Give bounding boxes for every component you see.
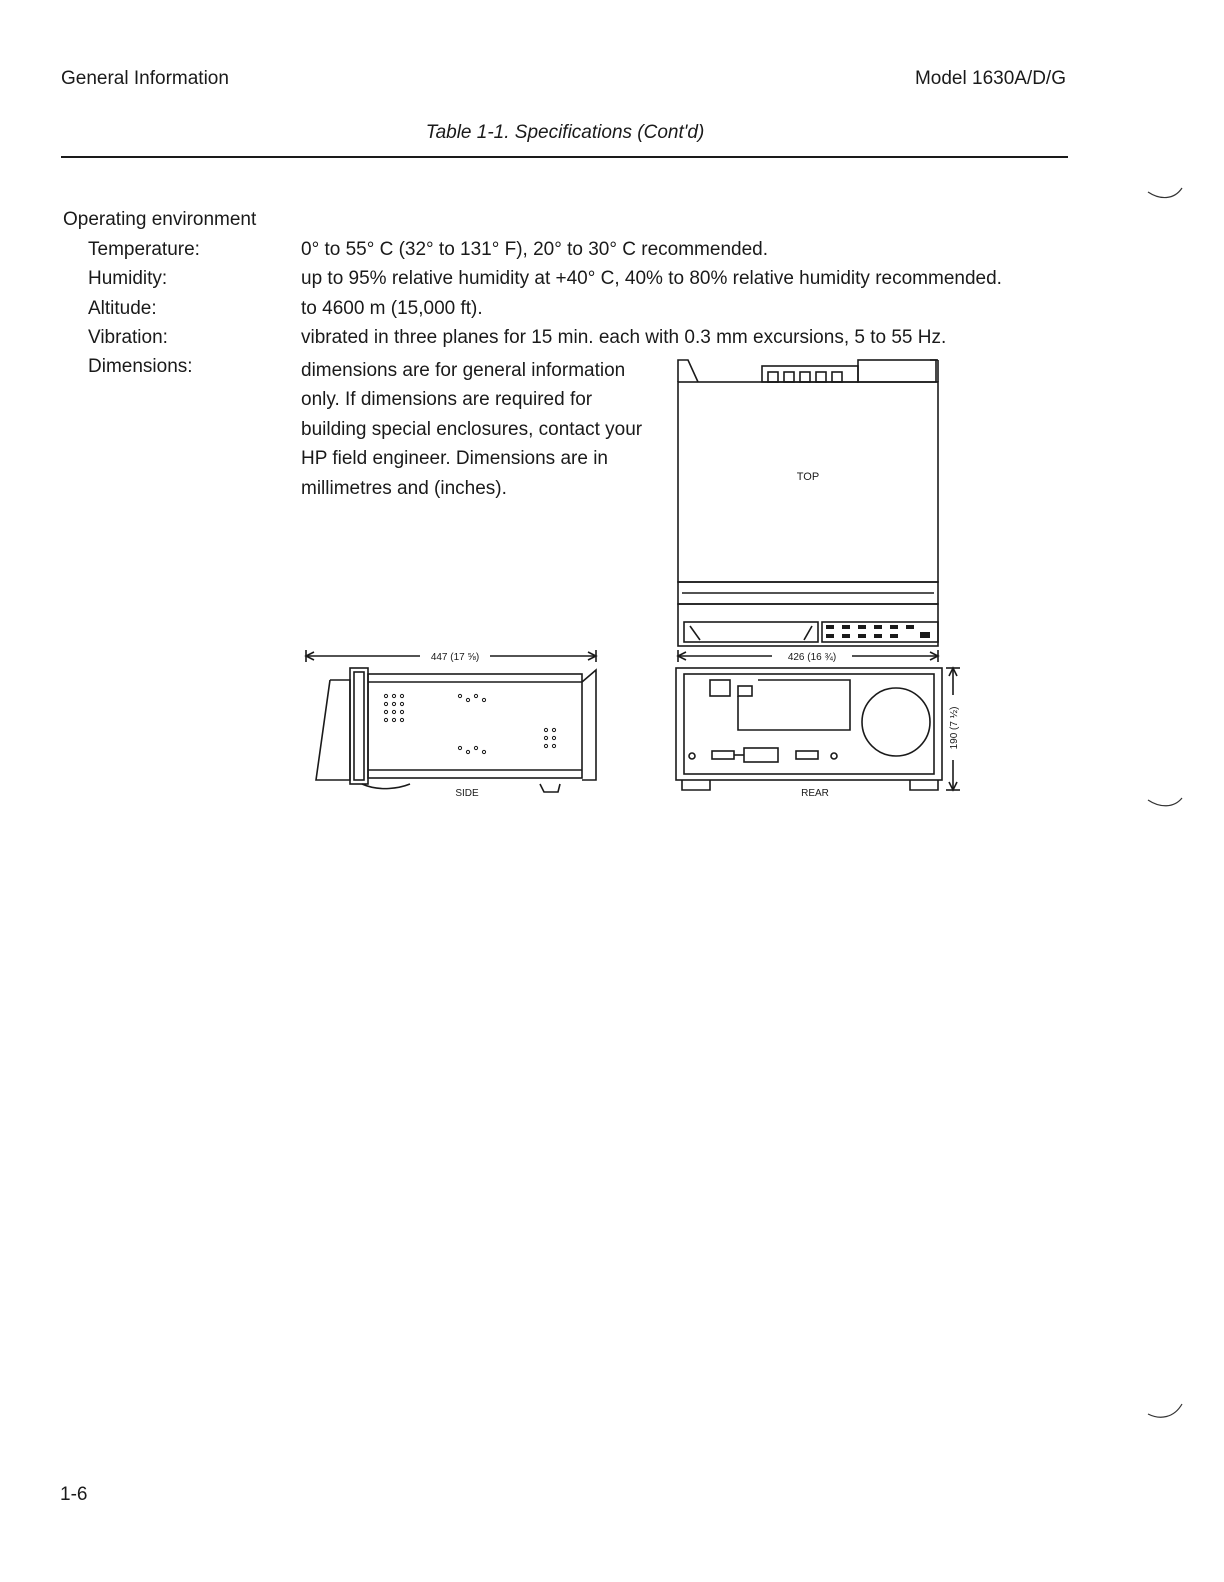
spec-label-humidity: Humidity: [88, 268, 168, 289]
spec-label-dimensions: Dimensions: [88, 356, 193, 377]
spec-label-vibration: Vibration: [88, 327, 168, 348]
title-rule [61, 156, 1068, 158]
top-view-buttons [826, 625, 930, 638]
side-view-drawing [316, 668, 596, 792]
width-dimension-label: 426 (16 ¾) [787, 652, 837, 663]
spec-value-altitude: to 4600 m (15,000 ft). [301, 298, 483, 319]
spec-label-temperature: Temperature: [88, 239, 200, 260]
page-number: 1-6 [60, 1484, 88, 1505]
rear-view-label: REAR [801, 788, 829, 799]
spec-label-altitude: Altitude: [88, 298, 157, 319]
depth-dimension-label: 447 (17 ⅝) [430, 652, 480, 663]
spec-value-vibration: vibrated in three planes for 15 min. each with 0.3 mm excursions, 5 to 55 Hz. [301, 327, 947, 348]
top-view-label: TOP [796, 471, 820, 483]
binder-hole-marks [1140, 180, 1200, 1440]
model-header: Model 1630A/D/G [914, 68, 1066, 89]
height-dimension-label: 190 (7 ½) [949, 706, 960, 750]
section-heading: Operating environment [63, 209, 257, 230]
section-header: General Information [61, 68, 229, 89]
top-view-drawing [678, 360, 938, 646]
spec-value-humidity: up to 95% relative humidity at +40° C, 40% to 80% relative humidity recommended. [301, 268, 1002, 289]
side-view-label: SIDE [455, 788, 479, 799]
dimension-drawings [290, 350, 990, 810]
side-view-vents [384, 694, 555, 753]
spec-value-dimensions: dimensions are for general information only. If dimensions are required for building special enclosures, contact your HP field engineer. Dimensions are in millimetres and (inches). [301, 360, 643, 499]
rear-view-drawing [676, 668, 942, 790]
spec-value-temperature: 0° to 55° C (32° to 131° F), 20° to 30° C recommended. [301, 239, 768, 260]
table-title: Table 1-1. Specifications (Cont'd) [425, 122, 705, 143]
